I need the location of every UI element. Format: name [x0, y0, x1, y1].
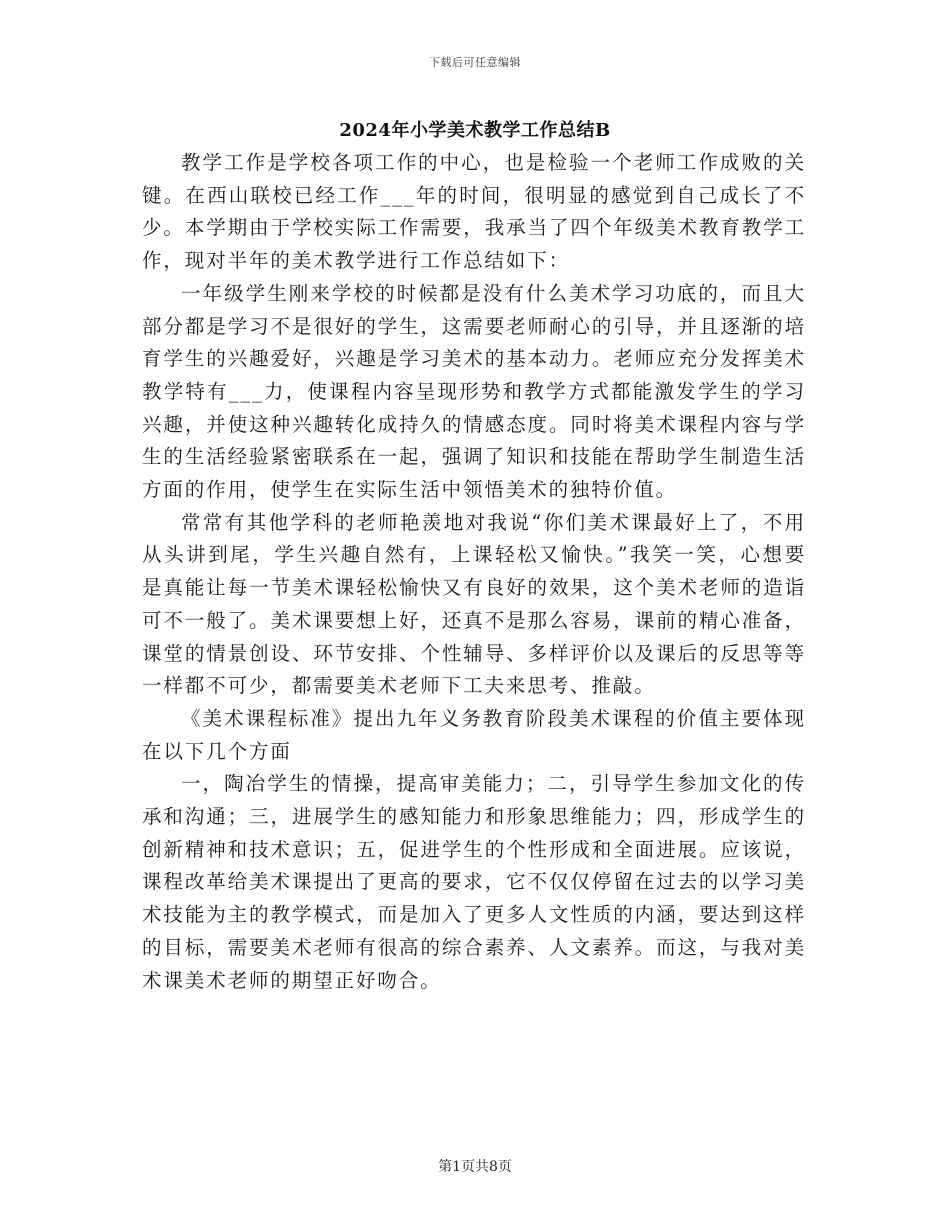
body-paragraph-3: 常常有其他学科的老师艳羡地对我说“你们美术课最好上了，不用从头讲到尾，学生兴趣自然有，上课轻松又愉快。”我笑一笑，心想要是真能让每一节美术课轻松愉快又有良好的效果，这个美术老师的造诣可不一般了。美术课要想上好，还真不是那么容易，课前的精心准备，课堂的情景创设、环节安排、个性辅导、多样评价以及课后的反思等等一样都不可少，都需要美术老师下工夫来思考、推敲。	[142, 510, 806, 698]
page-header-note: 下载后可任意编辑	[429, 56, 521, 69]
document-title: 2024年小学美术教学工作总结B	[339, 120, 611, 141]
body-paragraph-5: 一，陶冶学生的情操，提高审美能力；二，引导学生参加文化的传承和沟通；三，进展学生的感知能力和形象思维能力；四，形成学生的创新精神和技术意识；五，促进学生的个性形成和全面进展。应该说，课程改革给美术课提出了更高的要求，它不仅仅停留在过去的以学习美术技能为主的教学模式，而是加入了更多人文性质的内涵，要达到这样的目标，需要美术老师有很高的综合素养、人文素养。而这，与我对美术课美术老师的期望正好吻合。	[142, 772, 806, 992]
page-number: 第1页共8页	[438, 1159, 512, 1175]
body-paragraph-2: 一年级学生刚来学校的时候都是没有什么美术学习功底的，而且大部分都是学习不是很好的学生，这需要老师耐心的引导，并且逐渐的培育学生的兴趣爱好，兴趣是学习美术的基本动力。老师应充分发挥美术教学特有___力，使课程内容呈现形势和教学方式都能激发学生的学习兴趣，并使这种兴趣转化成持久的情感态度。同时将美术课程内容与学生的生活经验紧密联系在一起，强调了知识和技能在帮助学生制造生活方面的作用，使学生在实际生活中领悟美术的独特价值。	[142, 281, 806, 502]
document-body	[142, 147, 806, 997]
body-paragraph-1: 教学工作是学校各项工作的中心，也是检验一个老师工作成败的关键。在西山联校已经工作___年的时间，很明显的感觉到自己成长了不少。本学期由于学校实际工作需要，我承当了四个年级美术教育教学工作，现对半年的美术教学进行工作总结如下：	[142, 151, 806, 273]
body-paragraph-4: 《美术课程标准》提出九年义务教育阶段美术课程的价值主要体现在以下几个方面	[142, 706, 806, 763]
